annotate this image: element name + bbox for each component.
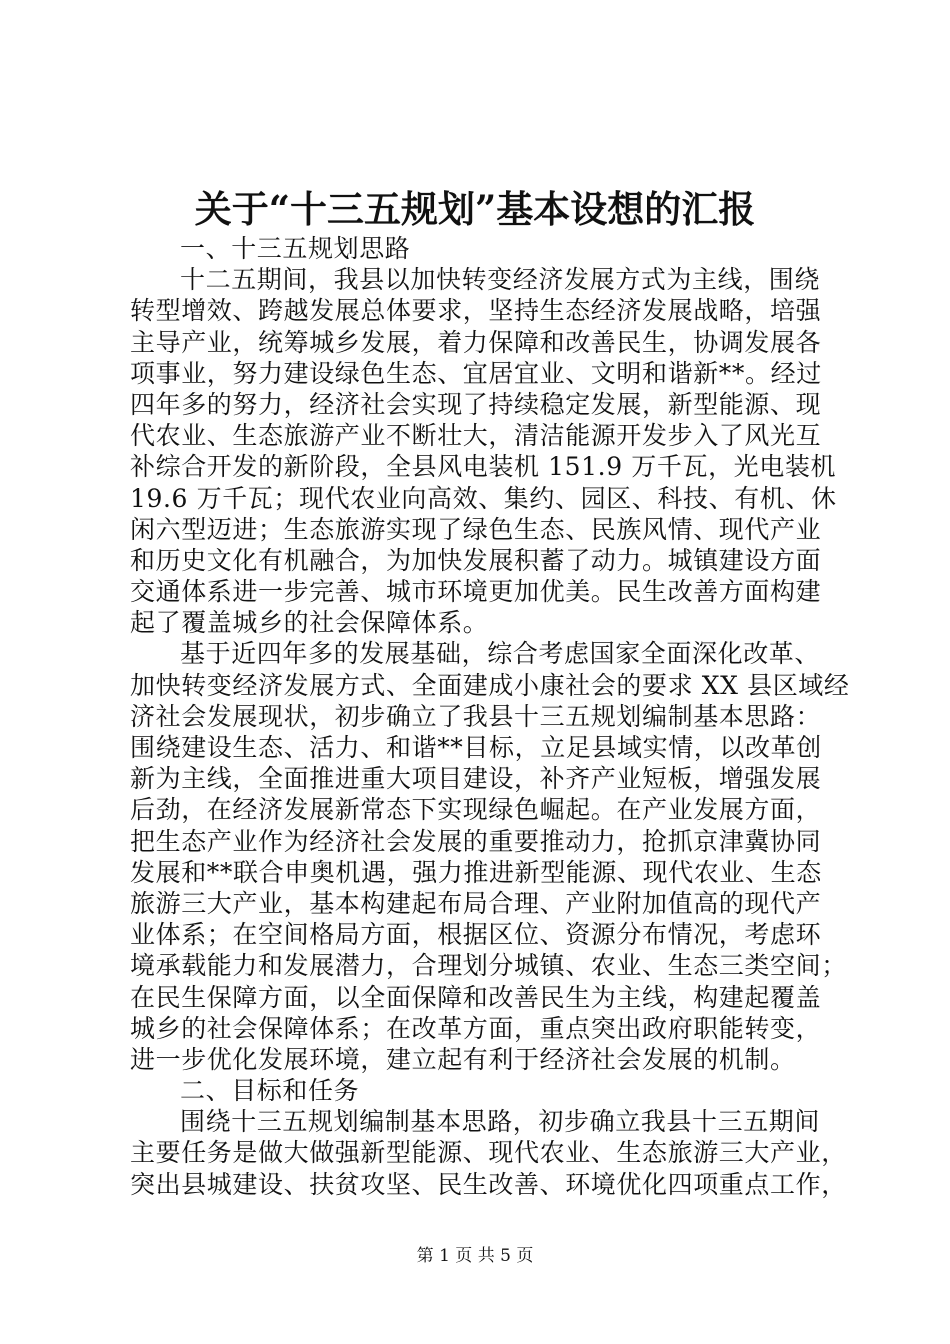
- page-footer: 第 1 页 共 5 页: [416, 1246, 534, 1266]
- text-line: 围绕十三五规划编制基本思路，初步确立我县十三五期间: [180, 1107, 821, 1137]
- text-line: 新为主线，全面推进重大项目建设，补齐产业短板，增强发展: [130, 764, 822, 794]
- document-title: 关于“十三五规划”基本设想的汇报: [194, 187, 756, 231]
- text-line: 二、目标和任务: [180, 1076, 360, 1106]
- text-line: 起了覆盖城乡的社会保障体系。: [130, 608, 489, 638]
- text-line: 主导产业，统筹城乡发展，着力保障和改善民生，协调发展各: [130, 327, 822, 357]
- text-line: 四年多的努力，经济社会实现了持续稳定发展，新型能源、现: [130, 389, 822, 419]
- text-line: 业体系；在空间格局方面，根据区位、资源分布情况，考虑环: [130, 920, 822, 950]
- document-body: [130, 233, 850, 1200]
- text-line: 发展和**联合申奥机遇，强力推进新型能源、现代农业、生态: [130, 857, 822, 887]
- text-line: 后劲，在经济发展新常态下实现绿色崛起。在产业发展方面，: [130, 795, 822, 825]
- text-line: 和历史文化有机融合，为加快发展积蓄了动力。城镇建设方面: [130, 545, 822, 575]
- text-line: 补综合开发的新阶段，全县风电装机 151.9 万千瓦，光电装机: [130, 452, 837, 482]
- text-line: 旅游三大产业，基本构建起布局合理、产业附加值高的现代产: [130, 888, 822, 918]
- text-line: 进一步优化发展环境，建立起有利于经济社会发展的机制。: [130, 1044, 796, 1074]
- text-line: 闲六型迈进；生态旅游实现了绿色生态、民族风情、现代产业: [130, 514, 822, 544]
- text-line: 济社会发展现状，初步确立了我县十三五规划编制基本思路：: [130, 701, 822, 731]
- text-line: 突出县城建设、扶贫攻坚、民生改善、环境优化四项重点工作，: [130, 1169, 847, 1199]
- text-line: 围绕建设生态、活力、和谐**目标，立足县域实情，以改革创: [130, 733, 822, 762]
- text-line: 在民生保障方面，以全面保障和改善民生为主线，构建起覆盖: [130, 982, 822, 1012]
- text-line: 一、十三五规划思路: [180, 234, 411, 263]
- text-line: 基于近四年多的发展基础，综合考虑国家全面深化改革、: [180, 639, 821, 669]
- text-line: 交通体系进一步完善、城市环境更加优美。民生改善方面构建: [130, 577, 822, 607]
- text-line: 19.6 万千瓦；现代农业向高效、集约、园区、科技、有机、休: [130, 483, 837, 513]
- text-line: 项事业，努力建设绿色生态、宜居宜业、文明和谐新**。经过: [130, 358, 822, 388]
- text-line: 加快转变经济发展方式、全面建成小康社会的要求 XX 县区域经: [130, 670, 850, 700]
- text-line: 代农业、生态旅游产业不断壮大，清洁能源开发步入了风光互: [130, 421, 822, 451]
- text-line: 境承载能力和发展潜力，合理划分城镇、农业、生态三类空间；: [130, 951, 847, 981]
- text-line: 主要任务是做大做强新型能源、现代农业、生态旅游三大产业，: [130, 1138, 847, 1168]
- text-line: 转型增效、跨越发展总体要求，坚持生态经济发展战略，培强: [130, 296, 822, 326]
- text-line: 把生态产业作为经济社会发展的重要推动力，抢抓京津冀协同: [130, 826, 822, 856]
- text-line: 十二五期间，我县以加快转变经济发展方式为主线，围绕: [180, 265, 821, 295]
- text-line: 城乡的社会保障体系；在改革方面，重点突出政府职能转变，: [130, 1013, 822, 1043]
